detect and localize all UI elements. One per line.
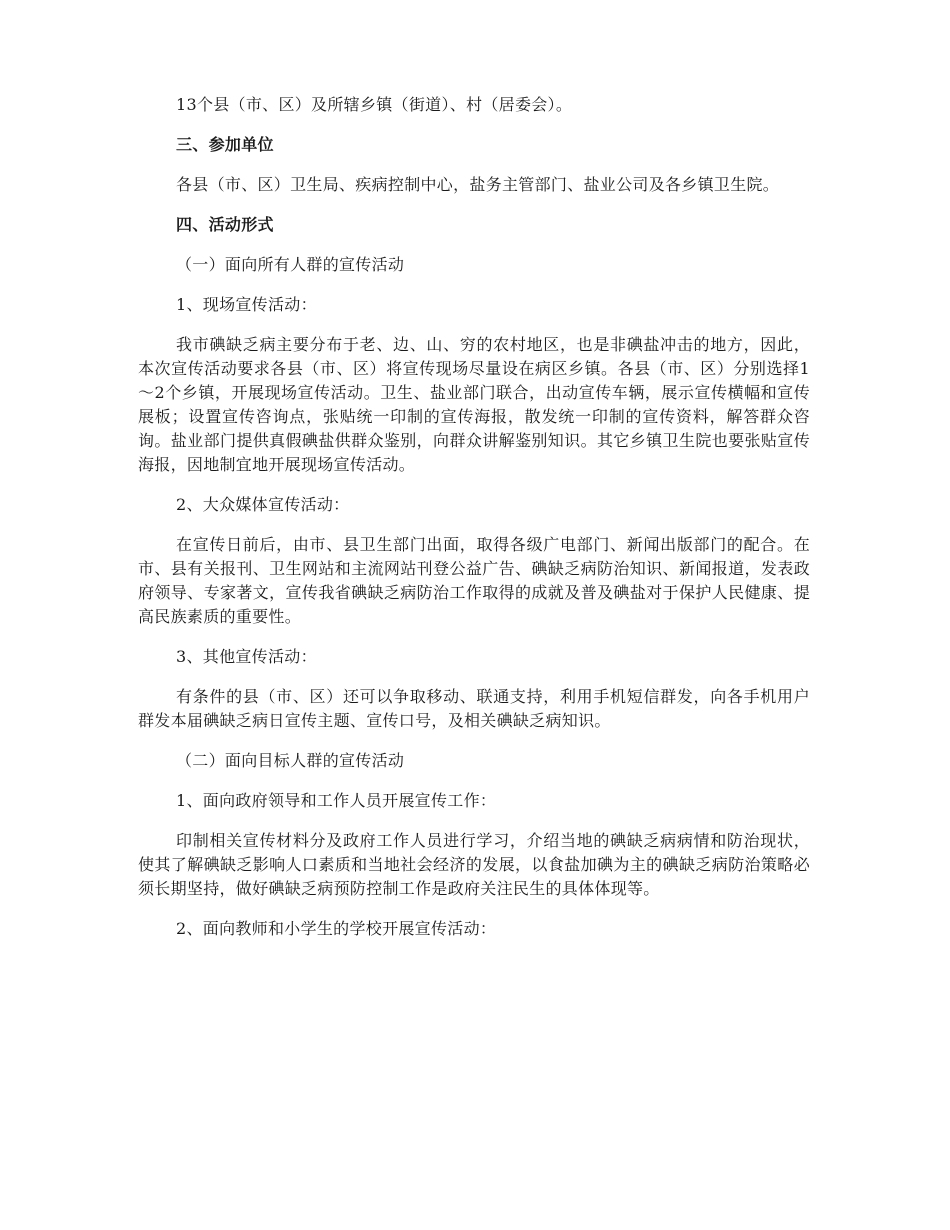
item-government: 1、面向政府领导和工作人员开展宣传工作： bbox=[176, 791, 497, 810]
item-schools: 2、面向教师和小学生的学校开展宣传活动： bbox=[176, 919, 497, 938]
spacer bbox=[138, 669, 810, 685]
spacer bbox=[138, 813, 810, 829]
item-mass-media: 2、大众媒体宣传活动： bbox=[176, 495, 350, 514]
spacer bbox=[138, 733, 810, 749]
spacer bbox=[138, 477, 810, 493]
item-onsite-campaign: 1、现场宣传活动： bbox=[176, 295, 317, 314]
spacer bbox=[138, 517, 810, 533]
paragraph-government: 印制相关宣传材料分及政府工作人员进行学习，介绍当地的碘缺乏病病情和防治现状，使其了解碘缺乏影响人口素质和当地社会经济的发展，以食盐加碘为主的碘缺乏病防治策略必须长期坚持，做好碘缺乏病预防控制工作是政府关注民生的具体体现等。 bbox=[138, 831, 810, 898]
paragraph-scope: 13个县（市、区）及所辖乡镇（街道）、村（居委会）。 bbox=[176, 95, 573, 114]
spacer bbox=[138, 197, 810, 213]
spacer bbox=[138, 773, 810, 789]
spacer bbox=[138, 277, 810, 293]
paragraph-mass-media: 在宣传日前后，由市、县卫生部门出面，取得各级广电部门、新闻出版部门的配合。在市、县有关报刊、卫生网站和主流网站刊登公益广告、碘缺乏病防治知识、新闻报道，发表政府领导、专家著文，宣传我省碘缺乏病防治工作取得的成就及普及碘盐对于保护人民健康、提高民族素质的重要性。 bbox=[138, 535, 810, 626]
subheading-target-groups: （二）面向目标人群的宣传活动 bbox=[176, 751, 405, 770]
section-heading-activity-forms: 四、活动形式 bbox=[176, 215, 274, 234]
spacer bbox=[138, 317, 810, 333]
spacer bbox=[138, 157, 810, 173]
section-heading-participants: 三、参加单位 bbox=[176, 135, 274, 154]
subheading-all-groups: （一）面向所有人群的宣传活动 bbox=[176, 255, 405, 274]
spacer bbox=[138, 237, 810, 253]
paragraph-onsite-campaign: 我市碘缺乏病主要分布于老、边、山、穷的农村地区，也是非碘盐冲击的地方，因此，本次宣传活动要求各县（市、区）将宣传现场尽量设在病区乡镇。各县（市、区）分别选择1～2个乡镇，开展现场宣传活动。卫生、盐业部门联合，出动宣传车辆，展示宣传横幅和宣传展板；设置宣传咨询点，张贴统一印制的宣传海报，散发统一印制的宣传资料，解答群众咨询。盐业部门提供真假碘盐供群众鉴别，向群众讲解鉴别知识。其它乡镇卫生院也要张贴宣传海报，因地制宜地开展现场宣传活动。 bbox=[138, 335, 810, 474]
spacer bbox=[138, 629, 810, 645]
item-other-campaign: 3、其他宣传活动： bbox=[176, 647, 317, 666]
paragraph-other-campaign: 有条件的县（市、区）还可以争取移动、联通支持，利用手机短信群发，向各手机用户群发本届碘缺乏病日宣传主题、宣传口号，及相关碘缺乏病知识。 bbox=[138, 687, 810, 730]
spacer bbox=[138, 117, 810, 133]
paragraph-participants: 各县（市、区）卫生局、疾病控制中心，盐务主管部门、盐业公司及各乡镇卫生院。 bbox=[176, 175, 780, 194]
spacer bbox=[138, 901, 810, 917]
